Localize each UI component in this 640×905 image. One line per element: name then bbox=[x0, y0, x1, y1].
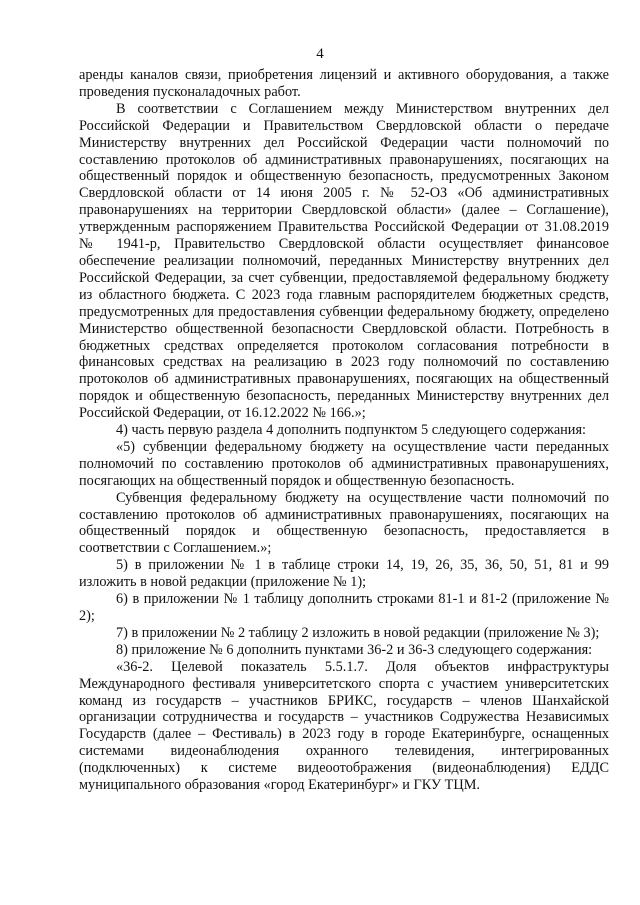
paragraph-continuation: аренды каналов связи, приобретения лицензий и активного оборудования, а также проведения пусконаладочных работ. bbox=[79, 67, 609, 100]
paragraph-subitem-5: «5) субвенции федеральному бюджету на осуществление части переданных полномочий по составлению протоколов об административных правонарушениях, посягающих на общественный порядок и общественную безопасность. bbox=[79, 438, 609, 489]
paragraph-subvention: Субвенция федеральному бюджету на осуществление части полномочий по составлению протоколов об административных правонарушениях, посягающих на общественный порядок и общественную безопасность, предоставляется в соответствии с Соглашением.»; bbox=[79, 489, 609, 557]
paragraph-item-7: 7) в приложении № 2 таблицу 2 изложить в новой редакции (приложение № 3); bbox=[116, 624, 600, 641]
page-number: 4 bbox=[316, 46, 324, 62]
paragraph-item-4: 4) часть первую раздела 4 дополнить подпунктом 5 следующего содержания: bbox=[116, 422, 587, 439]
paragraph-item-5: 5) в приложении № 1 в таблице строки 14, 19, 26, 35, 36, 50, 51, 81 и 99 изложить в новой редакции (приложение № 1); bbox=[79, 557, 609, 591]
paragraph-point-36-2: «36-2. Целевой показатель 5.5.1.7. Доля объектов инфраструктуры Международного фестиваля университетского спорта с участием университетских команд из государств – участников БРИКС, государств – членов Шанхайской организации сотрудничества и государств – участников Содружества Независимых Государств (далее – Фестиваль) в 2023 году в городе Екатеринбурге, оснащенных системами видеонаблюдения охранного телевидения, интегрированных (подключенных) к системе видеоотображения (видеонаблюдения) ЕДДС муниципального образования «город Екатеринбург» и ГКУ ТЦМ. bbox=[79, 658, 609, 794]
paragraph-item-8: 8) приложение № 6 дополнить пунктами 36-2 и 36-3 следующего содержания: bbox=[116, 641, 593, 658]
paragraph-item-6: 6) в приложении № 1 таблицу дополнить строками 81-1 и 81-2 (приложение № 2); bbox=[79, 591, 609, 624]
document-body bbox=[79, 67, 609, 794]
paragraph-agreement: В соответствии с Соглашением между Министерством внутренних дел Российской Федерации и Правительством Свердловской области о передаче Министерству внутренних дел Российской Федерации части полномочий по составлению протоколов об административных правонарушениях, посягающих на общественный порядок и общественную безопасность, предусмотренных Законом Свердловской области от 14 июня 2005 г. № 52-ОЗ «Об административных правонарушениях на территории Свердловской области» (далее – Соглашение), утвержденным распоряжением Правительства Российской Федерации от 31.08.2019 № 1941-р, Правительство Свердловской области осуществляет финансовое обеспечение реализации полномочий, переданных Министерству внутренних дел Российской Федерации, за счет субвенции, предоставляемой федеральному бюджету из областного бюджета. С 2023 года главным распорядителем бюджетных средств, предусмотренных для предоставления субвенции федеральному бюджету, определено Министерство общественной безопасности Свердловской области. Потребность в бюджетных средствах определяется протоколом согласования потребности в финансовых средствах на реализацию в 2023 году полномочий по составлению протоколов об административных правонарушениях, посягающих на общественный порядок и общественную безопасность, переданных Министерству внутренних дел Российской Федерации, от 16.12.2022 № 166.»; bbox=[79, 100, 609, 422]
